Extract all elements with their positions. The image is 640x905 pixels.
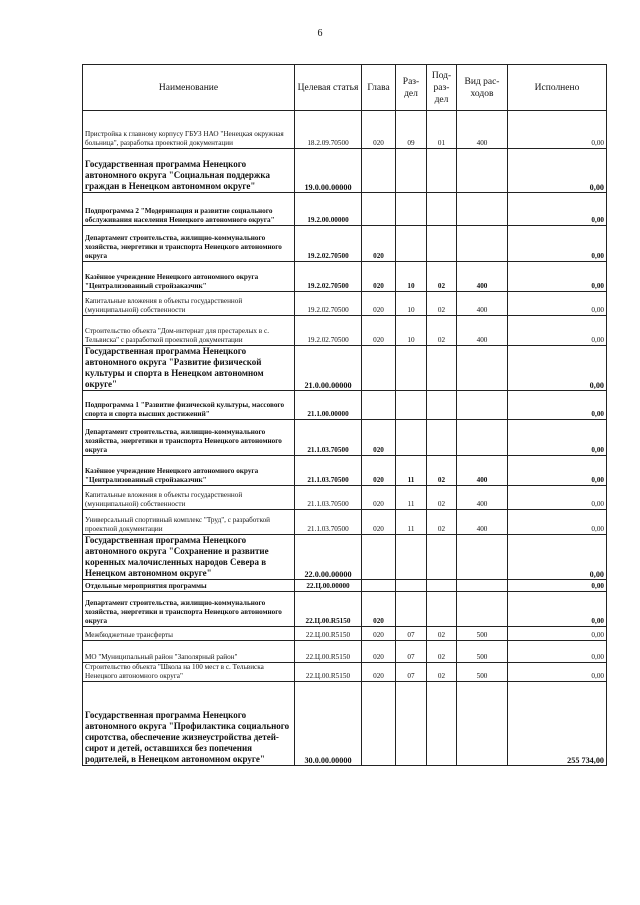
col-subsection-header: Под-раз-дел [427, 65, 457, 111]
cell-name: Пристройка к главному корпусу ГБУЗ НАО "Ненецкая окружная больница", разработка проектной документации [83, 111, 295, 149]
cell-expense-type [457, 592, 508, 627]
table-row [83, 580, 607, 592]
page-number: 6 [317, 28, 323, 39]
cell-executed: 255 734,00 [508, 682, 607, 766]
cell-subsection: 02 [427, 641, 457, 663]
cell-section [396, 535, 427, 580]
cell-subsection [427, 580, 457, 592]
cell-target: 18.2.09.70500 [295, 111, 362, 149]
table-row [83, 456, 607, 486]
cell-chapter: 020 [362, 627, 396, 641]
cell-subsection [427, 149, 457, 193]
cell-executed: 0,00 [508, 592, 607, 627]
cell-name: Государственная программа Ненецкого автономного округа "Профилактика социального сиротства, обеспечение жизнеустройства детей-сирот и детей, оставшихся без попечения родителей, в Ненецком автономном округе" [83, 682, 295, 766]
cell-chapter: 020 [362, 486, 396, 510]
cell-executed: 0,00 [508, 292, 607, 316]
cell-chapter: 020 [362, 292, 396, 316]
cell-section: 10 [396, 292, 427, 316]
cell-section [396, 193, 427, 226]
cell-executed: 0,00 [508, 149, 607, 193]
cell-name: Казённое учреждение Ненецкого автономного округа "Централизованный стройзаказчик" [83, 456, 295, 486]
cell-expense-type: 400 [457, 486, 508, 510]
cell-subsection [427, 420, 457, 456]
cell-executed: 0,00 [508, 535, 607, 580]
cell-expense-type: 500 [457, 627, 508, 641]
cell-chapter [362, 535, 396, 580]
cell-target: 21.1.03.70500 [295, 456, 362, 486]
cell-expense-type: 400 [457, 111, 508, 149]
cell-section [396, 682, 427, 766]
cell-target: 22.Ц.00.R5150 [295, 627, 362, 641]
cell-name: Казённое учреждение Ненецкого автономного округа "Централизованный стройзаказчик" [83, 262, 295, 292]
cell-name: Государственная программа Ненецкого автономного округа "Социальная поддержка граждан в Ненецком автономном округе" [83, 149, 295, 193]
cell-expense-type: 400 [457, 292, 508, 316]
cell-executed: 0,00 [508, 486, 607, 510]
cell-target: 19.2.02.70500 [295, 226, 362, 262]
cell-executed: 0,00 [508, 391, 607, 420]
cell-section: 10 [396, 316, 427, 346]
cell-chapter: 020 [362, 262, 396, 292]
table-row [83, 226, 607, 262]
cell-section [396, 226, 427, 262]
cell-expense-type: 500 [457, 663, 508, 682]
cell-chapter: 020 [362, 592, 396, 627]
cell-section: 07 [396, 627, 427, 641]
cell-subsection: 02 [427, 292, 457, 316]
cell-executed: 0,00 [508, 627, 607, 641]
cell-expense-type [457, 391, 508, 420]
cell-executed: 0,00 [508, 510, 607, 535]
table-row [83, 592, 607, 627]
cell-chapter: 020 [362, 111, 396, 149]
cell-subsection: 02 [427, 663, 457, 682]
cell-expense-type [457, 580, 508, 592]
cell-executed: 0,00 [508, 346, 607, 391]
cell-name: Универсальный спортивный комплекс "Труд", с разработкой проектной документации [83, 510, 295, 535]
cell-target: 21.1.03.70500 [295, 420, 362, 456]
col-expense-type-header: Вид рас-ходов [457, 65, 508, 111]
cell-executed: 0,00 [508, 456, 607, 486]
cell-chapter [362, 682, 396, 766]
cell-executed: 0,00 [508, 641, 607, 663]
cell-target: 19.2.02.70500 [295, 316, 362, 346]
cell-target: 19.2.02.70500 [295, 292, 362, 316]
cell-subsection [427, 193, 457, 226]
cell-executed: 0,00 [508, 111, 607, 149]
table-row [83, 535, 607, 580]
cell-subsection: 02 [427, 627, 457, 641]
cell-target: 21.1.03.70500 [295, 510, 362, 535]
cell-chapter: 020 [362, 226, 396, 262]
cell-chapter [362, 391, 396, 420]
cell-target: 21.0.00.00000 [295, 346, 362, 391]
cell-target: 30.0.00.00000 [295, 682, 362, 766]
table-header-row [83, 65, 607, 111]
cell-name: МО "Муниципальный район "Заполярный район" [83, 641, 295, 663]
cell-chapter: 020 [362, 663, 396, 682]
cell-name: Департамент строительства, жилищно-коммунального хозяйства, энергетики и транспорта Ненецкого автономного округа [83, 592, 295, 627]
cell-chapter [362, 580, 396, 592]
cell-chapter [362, 346, 396, 391]
cell-name: Государственная программа Ненецкого автономного округа "Сохранение и развитие коренных малочисленных народов Севера в Ненецком автономном округе" [83, 535, 295, 580]
cell-subsection [427, 226, 457, 262]
table-row [83, 193, 607, 226]
table-row [83, 641, 607, 663]
cell-expense-type [457, 682, 508, 766]
cell-section [396, 391, 427, 420]
cell-name: Государственная программа Ненецкого автономного округа "Развитие физической культуры и спорта в Ненецком автономном округе" [83, 346, 295, 391]
cell-section: 07 [396, 641, 427, 663]
cell-subsection: 02 [427, 316, 457, 346]
cell-subsection [427, 391, 457, 420]
cell-chapter [362, 193, 396, 226]
cell-section: 07 [396, 663, 427, 682]
cell-target: 21.1.00.00000 [295, 391, 362, 420]
table-row [83, 316, 607, 346]
cell-name: Отдельные мероприятия программы [83, 580, 295, 592]
cell-subsection [427, 682, 457, 766]
cell-subsection: 02 [427, 486, 457, 510]
table-row [83, 346, 607, 391]
cell-target: 22.Ц.00.00000 [295, 580, 362, 592]
table-row [83, 292, 607, 316]
col-chapter-header: Глава [362, 65, 396, 111]
cell-target: 19.2.02.70500 [295, 262, 362, 292]
table-row [83, 391, 607, 420]
cell-target: 22.Ц.00.R5150 [295, 663, 362, 682]
cell-subsection [427, 592, 457, 627]
cell-target: 22.Ц.00.R5150 [295, 592, 362, 627]
cell-expense-type [457, 149, 508, 193]
cell-executed: 0,00 [508, 580, 607, 592]
cell-subsection: 02 [427, 456, 457, 486]
cell-section [396, 420, 427, 456]
cell-executed: 0,00 [508, 663, 607, 682]
cell-chapter [362, 149, 396, 193]
table-row [83, 627, 607, 641]
col-section-header: Раз-дел [396, 65, 427, 111]
budget-table [82, 64, 607, 766]
col-executed-header: Исполнено [508, 65, 607, 111]
cell-chapter: 020 [362, 420, 396, 456]
cell-subsection: 02 [427, 262, 457, 292]
cell-target: 21.1.03.70500 [295, 486, 362, 510]
table-row [83, 420, 607, 456]
cell-target: 22.0.00.00000 [295, 535, 362, 580]
cell-section [396, 580, 427, 592]
cell-name: Строительство объекта "Дом-интернат для престарелых в с. Тельвиска" с разработкой проектной документации [83, 316, 295, 346]
cell-executed: 0,00 [508, 226, 607, 262]
cell-name: Подпрограмма 2 "Модернизация и развитие социального обслуживания населения Ненецкого автономного округа" [83, 193, 295, 226]
table-row [83, 663, 607, 682]
cell-chapter: 020 [362, 641, 396, 663]
cell-executed: 0,00 [508, 316, 607, 346]
cell-chapter: 020 [362, 456, 396, 486]
cell-section [396, 149, 427, 193]
cell-target: 19.0.00.00000 [295, 149, 362, 193]
cell-executed: 0,00 [508, 420, 607, 456]
cell-subsection [427, 346, 457, 391]
cell-expense-type: 400 [457, 262, 508, 292]
table-row [83, 149, 607, 193]
cell-expense-type [457, 535, 508, 580]
cell-name: Капитальные вложения в объекты государственной (муниципальной) собственности [83, 486, 295, 510]
cell-expense-type: 400 [457, 510, 508, 535]
cell-section: 11 [396, 510, 427, 535]
cell-expense-type: 500 [457, 641, 508, 663]
cell-expense-type [457, 226, 508, 262]
cell-target: 22.Ц.00.R5150 [295, 641, 362, 663]
cell-name: Подпрограмма 1 "Развитие физической культуры, массового спорта и спорта высших достижений" [83, 391, 295, 420]
col-target-header: Целевая статья [295, 65, 362, 111]
cell-name: Департамент строительства, жилищно-коммунального хозяйства, энергетики и транспорта Ненецкого автономного округа [83, 420, 295, 456]
cell-section [396, 346, 427, 391]
table-row [83, 510, 607, 535]
cell-expense-type [457, 193, 508, 226]
cell-subsection: 01 [427, 111, 457, 149]
cell-section: 09 [396, 111, 427, 149]
cell-expense-type [457, 420, 508, 456]
cell-name: Межбюджетные трансферты [83, 627, 295, 641]
cell-chapter: 020 [362, 316, 396, 346]
table-row [83, 111, 607, 149]
cell-expense-type: 400 [457, 316, 508, 346]
cell-subsection: 02 [427, 510, 457, 535]
cell-target: 19.2.00.00000 [295, 193, 362, 226]
cell-section: 11 [396, 486, 427, 510]
cell-section: 11 [396, 456, 427, 486]
cell-executed: 0,00 [508, 262, 607, 292]
cell-section [396, 592, 427, 627]
cell-name: Департамент строительства, жилищно-коммунального хозяйства, энергетики и транспорта Ненецкого автономного округа [83, 226, 295, 262]
cell-expense-type: 400 [457, 456, 508, 486]
cell-subsection [427, 535, 457, 580]
cell-chapter: 020 [362, 510, 396, 535]
table-row [83, 486, 607, 510]
table-row [83, 262, 607, 292]
table-body [83, 111, 607, 766]
cell-name: Строительство объекта "Школа на 100 мест в с. Тельвиска Ненецкого автономного округа" [83, 663, 295, 682]
cell-executed: 0,00 [508, 193, 607, 226]
cell-expense-type [457, 346, 508, 391]
col-name-header: Наименование [83, 65, 295, 111]
table-row [83, 682, 607, 766]
cell-name: Капитальные вложения в объекты государственной (муниципальной) собственности [83, 292, 295, 316]
cell-section: 10 [396, 262, 427, 292]
